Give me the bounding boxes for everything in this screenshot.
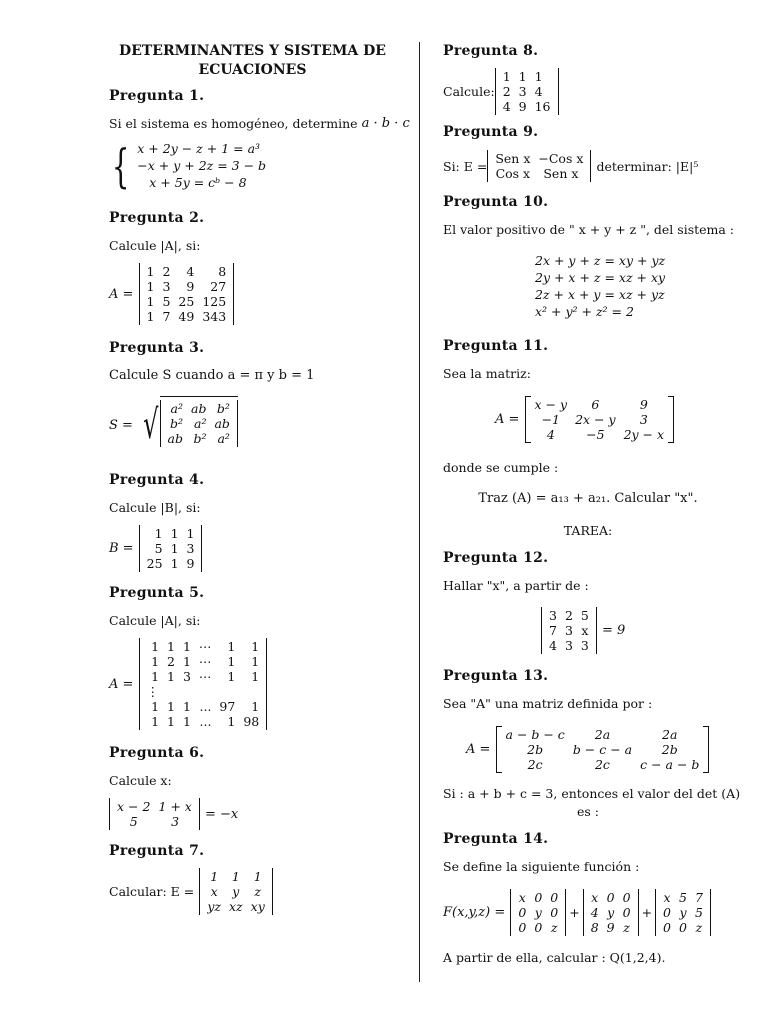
matrix-cell: 9 (186, 279, 195, 294)
matrix-cell: 1 (170, 541, 179, 556)
q3-matrix (160, 400, 238, 447)
matrix-cell: 1 (167, 639, 175, 654)
q5-determinant (109, 638, 267, 730)
matrix-cell: 3 (639, 412, 648, 427)
q7-matrix (199, 868, 272, 915)
matrix-cell: 8 (218, 264, 227, 279)
matrix-cell: 0 (679, 920, 687, 935)
q5-lhs: A = (109, 676, 134, 692)
matrix-cell: y (534, 905, 542, 920)
q14-after: A partir de ella, calcular : Q(1,2,4). (443, 950, 666, 965)
q4-lhs: B = (109, 541, 134, 556)
matrix-cell: 1 (146, 309, 155, 324)
matrix-row (203, 884, 268, 899)
matrix-cell: 4 (590, 905, 599, 920)
matrix-cell: 1 (253, 869, 262, 884)
q14-matrix-2 (583, 889, 639, 936)
matrix-cell (239, 684, 263, 699)
matrix-cell: b − c − a (572, 742, 633, 757)
matrix-cell: 9 (606, 920, 615, 935)
matrix-cell: xz (229, 899, 243, 914)
matrix-cell: 0 (534, 890, 543, 905)
matrix-cell: 3 (564, 638, 573, 653)
matrix-row (499, 84, 555, 99)
q3-text: Calcule S cuando a = π y b = 1 (109, 368, 315, 383)
matrix-cell: x (581, 623, 589, 638)
matrix-cell: 0 (518, 920, 527, 935)
matrix-cell: 1 (182, 654, 191, 669)
q4-determinant (109, 525, 202, 572)
question-14-label: Pregunta 14. (443, 831, 549, 847)
matrix-cell: 1 (151, 714, 160, 729)
matrix-row (143, 699, 264, 714)
matrix-cell: 1 (146, 264, 155, 279)
matrix-cell: 8 (590, 920, 599, 935)
q13-after: Si : a + b + c = 3, entonces el valor del det (A) (443, 786, 741, 801)
matrix-cell: 5 (580, 608, 589, 623)
matrix-row (113, 799, 196, 814)
q9-lhs: Si: E = (443, 158, 488, 174)
matrix-row (491, 151, 587, 166)
q4-matrix (139, 525, 203, 572)
matrix-cell: a² (170, 401, 183, 416)
q12-text: Hallar "x", a partir de : (443, 578, 589, 593)
matrix-row (143, 669, 264, 684)
matrix-cell: y (607, 905, 615, 920)
question-11-label: Pregunta 11. (443, 338, 549, 354)
matrix-cell: 1 (186, 526, 195, 541)
matrix-cell: 1 (167, 699, 175, 714)
matrix-cell: 2 (502, 84, 511, 99)
matrix-cell: 1 (151, 669, 160, 684)
matrix-cell: ⋯ (198, 654, 212, 669)
matrix-cell: 3 (186, 541, 195, 556)
q11-matrix (525, 396, 675, 443)
matrix-cell: y (679, 905, 687, 920)
question-12-label: Pregunta 12. (443, 550, 549, 566)
matrix-cell: y (232, 884, 240, 899)
matrix-cell: 4 (546, 427, 555, 442)
matrix-cell: 0 (622, 905, 631, 920)
q14-text: Se define la siguiente función : (443, 859, 640, 874)
matrix-cell: 1 (146, 294, 155, 309)
matrix-cell: 4 (549, 638, 557, 653)
q12-matrix (541, 607, 597, 654)
matrix-cell: 3 (580, 638, 589, 653)
q11-after: donde se cumple : (443, 460, 559, 475)
q14-matrix-3 (655, 889, 711, 936)
matrix-row (659, 890, 707, 905)
matrix-cell: 5 (679, 890, 687, 905)
matrix-cell: 1 (170, 556, 179, 571)
matrix-cell: 1 (227, 639, 236, 654)
q6-equation (109, 798, 238, 830)
matrix-cell: 5 (129, 814, 138, 829)
tarea-heading: TAREA: (563, 523, 613, 538)
matrix-cell: ... (199, 699, 212, 714)
question-9-label: Pregunta 9. (443, 124, 539, 140)
q7-determinant (109, 868, 273, 915)
matrix-cell: 1 (151, 639, 160, 654)
question-6-label: Pregunta 6. (109, 745, 205, 761)
matrix-cell: 2 (167, 654, 175, 669)
question-5-label: Pregunta 5. (109, 585, 205, 601)
matrix-row (143, 654, 264, 669)
matrix-cell: 1 (251, 639, 260, 654)
q6-rhs: = −x (204, 806, 239, 822)
q4-text: Calcule |B|, si: (109, 500, 201, 515)
matrix-cell: 1 (251, 669, 260, 684)
q2-lhs: A = (109, 286, 134, 302)
matrix-cell: x (663, 890, 671, 905)
question-13-label: Pregunta 13. (443, 668, 549, 684)
matrix-row (143, 309, 231, 324)
matrix-row (203, 869, 268, 884)
matrix-row (113, 814, 196, 829)
q10-system (535, 252, 665, 320)
q8-matrix (495, 68, 559, 115)
matrix-cell: 2a (594, 727, 611, 742)
matrix-cell: 1 (154, 526, 163, 541)
q1-eq-1: x + 2y − z + 1 = a³ (137, 141, 261, 156)
matrix-cell (163, 684, 179, 699)
matrix-cell: 2a (662, 727, 678, 742)
matrix-cell: b² (193, 431, 207, 446)
matrix-cell: 3 (518, 84, 527, 99)
matrix-cell: −5 (586, 427, 605, 442)
matrix-cell: 125 (202, 294, 227, 309)
matrix-row (499, 99, 555, 114)
matrix-cell: 1 (227, 714, 236, 729)
matrix-cell: 2x − y (575, 412, 616, 427)
matrix-cell: 98 (243, 714, 260, 729)
matrix-row (531, 397, 669, 412)
matrix-cell: yz (207, 899, 221, 914)
matrix-cell: Sen x (495, 151, 531, 166)
q12-rhs: = 9 (601, 623, 626, 638)
q13-lhs: A = (466, 742, 491, 757)
matrix-cell: 1 (231, 869, 240, 884)
q1-eq-2: −x + y + 2z = 3 − b (137, 158, 267, 173)
matrix-row (659, 920, 707, 935)
q8-determinant (443, 68, 559, 115)
q13-text: Sea "A" una matriz definida por : (443, 696, 653, 711)
matrix-cell: 3 (162, 279, 171, 294)
matrix-cell: ab (167, 431, 183, 446)
matrix-cell: 1 (151, 699, 160, 714)
matrix-cell: 1 (251, 654, 260, 669)
matrix-cell: 2b (527, 742, 544, 757)
matrix-cell: z (254, 884, 261, 899)
matrix-row (502, 757, 704, 772)
matrix-cell: c − a − b (640, 757, 700, 772)
matrix-cell: −Cos x (538, 151, 584, 166)
matrix-cell: ⋯ (198, 669, 212, 684)
matrix-cell: 0 (622, 890, 631, 905)
matrix-cell: 1 (210, 869, 219, 884)
matrix-cell: 2b (661, 742, 678, 757)
matrix-row (203, 899, 268, 914)
matrix-cell: 1 (227, 669, 236, 684)
q14-lhs: F(x,y,z) = (443, 905, 506, 920)
matrix-cell: z (623, 920, 630, 935)
question-3-label: Pregunta 3. (109, 340, 205, 356)
q13-matrix (496, 726, 710, 773)
matrix-cell: z (695, 920, 703, 935)
matrix-cell: 9 (518, 99, 527, 114)
matrix-cell: 5 (694, 905, 703, 920)
matrix-cell: 1 (518, 69, 527, 84)
matrix-cell: 343 (202, 309, 227, 324)
q11-lhs: A = (495, 412, 520, 427)
matrix-cell: x (518, 890, 526, 905)
matrix-row (499, 69, 555, 84)
matrix-row (545, 638, 593, 653)
q1-expr: a · b · c (361, 116, 410, 131)
matrix-cell: a² (194, 416, 207, 431)
matrix-row (143, 714, 264, 729)
matrix-row (545, 608, 593, 623)
matrix-cell: 2c (527, 757, 543, 772)
q5-matrix (139, 638, 268, 730)
matrix-row (164, 416, 234, 431)
matrix-row (514, 905, 562, 920)
matrix-row (514, 920, 562, 935)
matrix-cell: 1 (534, 69, 543, 84)
matrix-cell: x (591, 890, 599, 905)
matrix-cell: 7 (694, 890, 703, 905)
q11-matrix-expr (495, 396, 674, 443)
q10-eq-4: x² + y² + z² = 2 (535, 304, 634, 319)
q10-eq-3: 2z + x + y = xz + yz (535, 287, 665, 302)
q1-text: Si el sistema es homogéneo, determine (109, 116, 358, 131)
q1-equations (137, 140, 266, 191)
matrix-row (587, 920, 635, 935)
matrix-cell: 1 (182, 714, 191, 729)
q9-matrix (487, 150, 591, 182)
question-7-label: Pregunta 7. (109, 843, 205, 859)
matrix-cell: 1 (182, 699, 191, 714)
brace-icon: { (111, 138, 130, 193)
column-divider (419, 42, 420, 982)
matrix-cell: ... (199, 714, 212, 729)
q2-matrix (139, 263, 235, 325)
matrix-row (491, 166, 587, 181)
matrix-row (531, 427, 669, 442)
matrix-row (143, 639, 264, 654)
q12-equation (541, 607, 625, 654)
question-10-label: Pregunta 10. (443, 194, 549, 210)
matrix-row (143, 264, 231, 279)
matrix-cell: z (550, 920, 558, 935)
matrix-cell: xy (250, 899, 265, 914)
q3-lhs: S = (109, 417, 133, 433)
matrix-cell: ⋮ (146, 684, 160, 699)
matrix-cell: ab (191, 401, 207, 416)
q5-text: Calcule |A|, si: (109, 613, 201, 628)
matrix-cell: 3 (171, 814, 180, 829)
q9-rhs: determinar: |E|⁵ (596, 158, 699, 174)
matrix-cell: 16 (534, 99, 551, 114)
q1-system (106, 140, 266, 191)
matrix-cell: 3 (564, 623, 573, 638)
q10-eq-2: 2y + x + z = xz + xy (535, 270, 666, 285)
matrix-cell: 97 (219, 699, 236, 714)
q10-eq-1: 2x + y + z = xy + yz (535, 253, 666, 268)
matrix-cell: 0 (550, 905, 559, 920)
matrix-cell: x (210, 884, 218, 899)
q11-traz: Traz (A) = a₁₃ + a₂₁. Calcular "x". (478, 491, 698, 506)
matrix-cell: 27 (210, 279, 227, 294)
matrix-cell: 1 + x (158, 799, 192, 814)
matrix-cell: 1 (251, 699, 260, 714)
matrix-cell: 25 (146, 556, 163, 571)
matrix-row (502, 742, 704, 757)
matrix-row (531, 412, 669, 427)
q8-lhs: Calcule: (443, 84, 495, 99)
matrix-cell: 1 (167, 669, 175, 684)
matrix-cell: 0 (663, 920, 671, 935)
matrix-row (143, 526, 199, 541)
matrix-row (659, 905, 707, 920)
matrix-cell: x − y (534, 397, 568, 412)
q11-text: Sea la matriz: (443, 366, 531, 381)
matrix-cell: 1 (170, 526, 179, 541)
matrix-cell: 5 (154, 541, 163, 556)
question-4-label: Pregunta 4. (109, 472, 205, 488)
matrix-cell: Sen x (543, 166, 579, 181)
matrix-cell: 0 (518, 905, 527, 920)
matrix-cell: 1 (182, 639, 191, 654)
matrix-cell: 5 (162, 294, 171, 309)
matrix-row (143, 684, 264, 699)
q2-text: Calcule |A|, si: (109, 238, 201, 253)
q6-text: Calcule x: (109, 773, 172, 788)
question-2-label: Pregunta 2. (109, 210, 205, 226)
matrix-cell: 7 (549, 623, 557, 638)
matrix-cell: a − b − c (505, 727, 565, 742)
matrix-row (143, 556, 199, 571)
matrix-cell: 1 (146, 279, 155, 294)
matrix-cell: b² (169, 416, 183, 431)
matrix-cell: Cos x (495, 166, 531, 181)
matrix-cell: 0 (534, 920, 543, 935)
matrix-cell: 0 (606, 890, 615, 905)
q10-text: El valor positivo de " x + y + z ", del sistema : (443, 222, 735, 237)
matrix-cell: −1 (541, 412, 560, 427)
matrix-cell: 7 (162, 309, 171, 324)
matrix-cell: 49 (178, 309, 195, 324)
matrix-cell (195, 684, 216, 699)
matrix-row (143, 294, 231, 309)
q13-matrix-expr (466, 726, 709, 773)
question-1-text (109, 116, 410, 131)
matrix-cell: 9 (639, 397, 648, 412)
question-8-label: Pregunta 8. (443, 43, 539, 59)
matrix-cell: a² (217, 431, 230, 446)
matrix-row (143, 279, 231, 294)
plus-sign: + (641, 905, 653, 920)
matrix-row (545, 623, 593, 638)
matrix-cell: 2 (564, 608, 573, 623)
question-1-label: Pregunta 1. (109, 88, 205, 104)
matrix-cell (179, 684, 195, 699)
matrix-cell: 2y − x (623, 427, 665, 442)
matrix-cell: ab (214, 416, 230, 431)
matrix-cell: 1 (502, 69, 511, 84)
matrix-cell: 4 (502, 99, 511, 114)
matrix-cell: 1 (167, 714, 175, 729)
matrix-row (502, 727, 704, 742)
q1-eq-3: x + 5y = cᵇ − 8 (149, 175, 247, 190)
matrix-cell: 3 (549, 608, 557, 623)
matrix-cell: ⋯ (198, 639, 212, 654)
matrix-row (164, 431, 234, 446)
q6-matrix (109, 798, 200, 830)
matrix-cell: 2 (162, 264, 171, 279)
matrix-row (587, 890, 635, 905)
matrix-cell: 6 (591, 397, 600, 412)
q9-determinant (443, 150, 698, 182)
plus-sign: + (569, 905, 580, 920)
matrix-cell: 4 (186, 264, 195, 279)
matrix-row (587, 905, 635, 920)
matrix-row (164, 401, 234, 416)
q14-matrix-1 (510, 889, 566, 936)
matrix-cell: 25 (178, 294, 195, 309)
q2-determinant (109, 263, 234, 325)
matrix-cell: x − 2 (117, 799, 151, 814)
matrix-cell: 1 (151, 654, 160, 669)
q7-lhs: Calcular: E = (109, 884, 195, 899)
matrix-cell: b² (216, 401, 230, 416)
q13-after-2: es : (577, 804, 599, 819)
sqrt-icon: √ a² ab b² b² a² ab ab b² a² (138, 396, 238, 454)
matrix-row (514, 890, 562, 905)
matrix-cell: 3 (182, 669, 191, 684)
matrix-cell: 0 (663, 905, 671, 920)
matrix-cell: 2c (594, 757, 610, 772)
matrix-cell: 1 (227, 654, 236, 669)
matrix-cell: 4 (534, 84, 543, 99)
matrix-cell (215, 684, 239, 699)
q14-function (443, 889, 711, 936)
matrix-cell: 9 (186, 556, 195, 571)
page-title: DETERMINANTES Y SISTEMA DE ECUACIONES (119, 43, 386, 78)
q3-sqrt-det (109, 396, 238, 454)
matrix-row (143, 541, 199, 556)
matrix-cell: 0 (550, 890, 559, 905)
